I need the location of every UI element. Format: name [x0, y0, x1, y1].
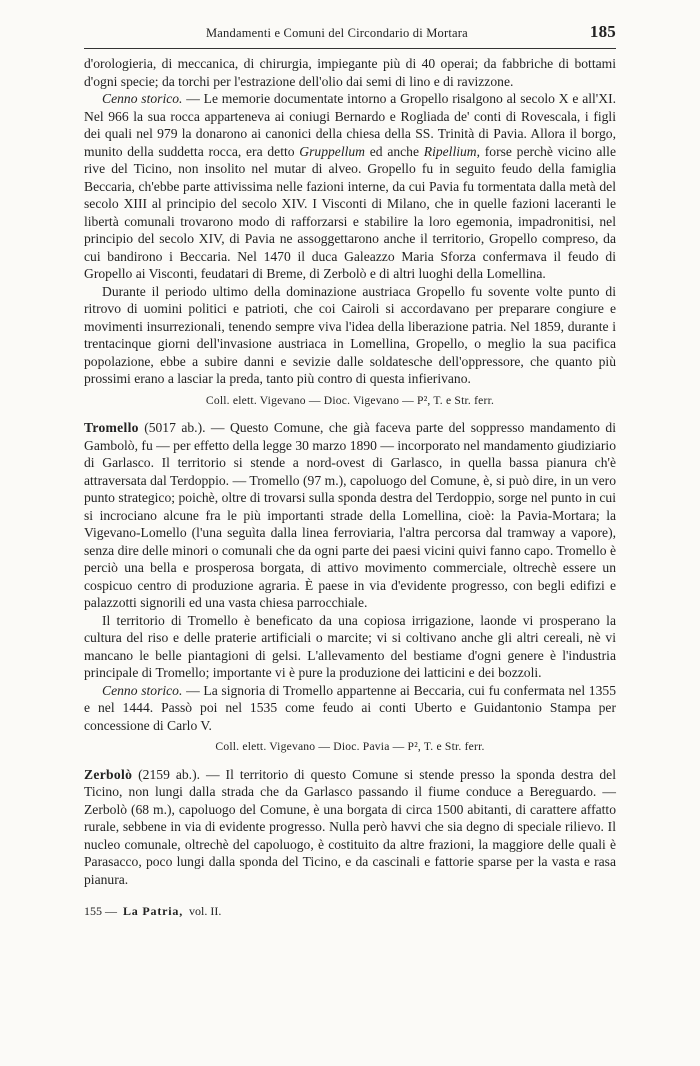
signature-mark: 155 — — [84, 904, 117, 918]
paragraph: Cenno storico. — Le memorie documentate intorno a Gropello risalgono al secolo X e all'XI. Nel 966 la sua rocca apparteneva ai coniugi Bernardo e Rogliada de' conti di Rovescala, i figli dei quali nel 979 la donarono ai canonici della chiesa della SS. Trinità di Pavia. Allora il borgo, munito della suddetta rocca, era detto Gruppellum ed anche Ripellium, forse perchè vicino alle rive del Ticino, non insolito nel mutar di alveo. Gropello fu in seguito feudo della famiglia Beccaria, ch'ebbe parte attivissima nelle fazioni interne, da cui Pavia fu tormentata dalla metà del secolo XIII al principio del secolo XIV. I Visconti di Milano, che in quelle fazioni laceranti le libertà comunali trovarono modo di rafforzarsi e stabilire la loro egemonia, impadronitisi, nel principio del secolo XIV, di Pavia ne assoggettarono anche il territorio, Gropello compreso, da cui bandirono i Beccaria. Nel 1470 il duca Galeazzo Maria Sforza confermava il feudo di Gropello ai Visconti, feudatari di Breme, di Zerbolò e di altri luoghi della Lomellina. — [84, 91, 616, 281]
running-header — [84, 22, 616, 46]
entry-meta: Coll. elett. Vigevano — Dioc. Pavia — P², T. e Str. ferr. — [215, 740, 485, 753]
paragraph: Cenno storico. — La signoria di Tromello appartenne ai Beccaria, cui fu confermata nel 1355 e nel 1444. Passò poi nel 1535 come feudo ai conti Uberto e Guidantonio Stampa per concessione di Carlo V. — [84, 682, 616, 733]
paragraph: d'orologieria, di meccanica, di chirurgia, impiegante più di 40 operai; da fabbriche di bottami d'ogni specie; da torchi per l'estrazione dell'olio dai semi di lino e di ravizzone. — [84, 56, 616, 89]
paragraph: Durante il periodo ultimo della dominazione austriaca Gropello fu sovente volte punto di ritrovo di uomini politici e patrioti, che coi Cairoli si accordavano per preparare congiure e movimenti insurrezionali, tenendo sempre viva l'idea della liberazione patria. Nel 1859, durante i trentacinque giorni dell'invasione austriaca in Lomellina, Gropello, o meglio la sua pacifica popolazione, ebbe a subire danni e sevizie dalle soldatesche dell'oppressore, che quanto più prossimi erano a lasciar la preda, tanto più contro di questa infierivano. — [84, 283, 616, 386]
page-number: 185 — [589, 22, 616, 41]
body-text — [84, 55, 616, 888]
entry-meta: Coll. elett. Vigevano — Dioc. Vigevano — P², T. e Str. ferr. — [205, 393, 495, 407]
entry-paragraph: Zerbolò (2159 ab.). — Il territorio di questo Comune si stende presso la sponda destra del Ticino, non lungi dalla strada che da Garlasco passando il fiume conduce a Bereguardo. — Zerbolò (68 m.), capoluogo del Comune, è una borgata di circa 1500 abitanti, di carattere affatto rurale, sebbene in via di evidente progresso. Nulla però havvi che sia degno di speciale rilievo. Il nucleo comunale, oltrechè del capoluogo, è costituito da altre frazioni, la maggiore delle quali è Parasacco, poco lungi dalla sponda del Ticino, e da cascinali e fattorie sparse per la vasta e rasa pianura. — [84, 766, 616, 887]
running-title: Mandamenti e Comuni del Circondario di Mortara — [205, 26, 468, 40]
entry-title: Tromello — [84, 420, 139, 435]
publication-title: La Patria, — [123, 904, 183, 918]
latin-name: Gruppellum — [299, 143, 365, 159]
volume-label: vol. II. — [189, 904, 222, 918]
entry-paragraph: Tromello (5017 ab.). — Questo Comune, che già faceva parte del soppresso mandamento di Gambolò, fu — per effetto della legge 30 marzo 1890 — incorporato nel mandamento giudiziario di Garlasco. Il territorio si stende a nord-ovest di Garlasco, in quella bassa pianura ch'è attraversata dal Terdoppio. — Tromello (97 m.), capoluogo del Comune, è, si può dire, in un vero punto strategico; poichè, oltre di trovarsi sulla sponda destra del Terdoppio, sorge nel punto in cui si incrociano alcune fra le più importanti strade della Lomellina, cioè: la Pavia-Mortara; la Vigevano-Lomello (l'una seguìta dalla linea ferroviaria, l'altra percorsa dal tramway a vapore), senza dire delle minori o comunali che da ogni parte dei paesi vicini quivi fanno capo. Tromello è perciò una bella e prosperosa borgata, di attivo movimento commerciale, oltrechè essere un cospicuo centro di produzione agraria. È paese in via d'evidente progresso, con begli edifizi e palazzotti signorili ed una vasta chiesa parrocchiale. — [84, 420, 616, 610]
header-rule — [84, 48, 616, 49]
signature-footer — [84, 904, 616, 919]
section-label: Cenno storico. — [102, 682, 183, 698]
entry-title: Zerbolò — [84, 766, 133, 782]
paragraph: Il territorio di Tromello è beneficato da una copiosa irrigazione, laonde vi prosperano la cultura del riso e delle praterie artificiali o marcite; vi si coltivano anche gli altri cereali, nè vi mancano le belle piantagioni di gelsi. L'allevamento del bestiame d'ogni genere è l'industria principale di Tromello; importante vi è pure la produzione dei latticini e dei bozzoli. — [84, 612, 616, 680]
section-label: Cenno storico. — [102, 91, 183, 106]
latin-name: Ripellium — [423, 143, 477, 159]
